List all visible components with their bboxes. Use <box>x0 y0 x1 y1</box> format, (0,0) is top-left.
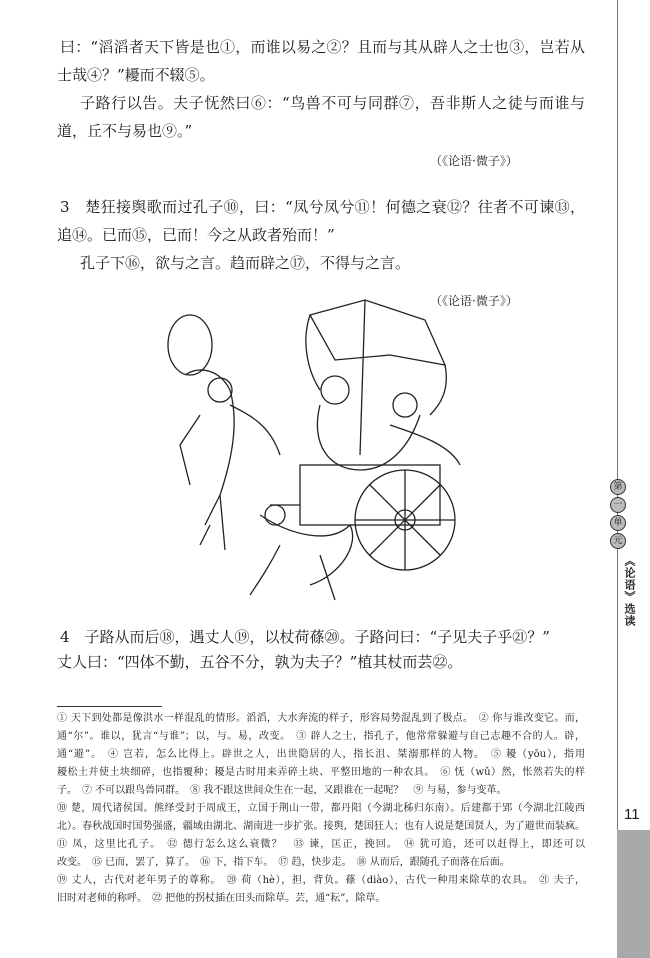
unit-badge: 一 <box>610 497 626 513</box>
paragraph-line: 3 楚狂接舆歌而过孔子⑩，曰：“凤兮凤兮⑪！何德之衰⑫？往者不可谏⑬， <box>60 198 585 216</box>
paragraph-line: 曰：“滔滔者天下皆是也①，而谁以易之②？且而与其从辟人之士也③，岂若从 <box>60 38 585 56</box>
paragraph-line: 孔子下⑯，欲与之言。趋而辟之⑰，不得与之言。 <box>80 254 411 272</box>
unit-badge: 第 <box>610 479 626 495</box>
illustration-confucius-carriage <box>160 295 470 610</box>
unit-badge: 元 <box>610 533 626 549</box>
footnote-line: ⑲ 丈人，古代对老年男子的尊称。 ⑳ 荷（hè），担，背负。蓧（diào），古代一种用来除草的农具。 ㉑ 夫子， <box>57 875 585 886</box>
source-citation: （《论语·微子》） <box>430 294 518 308</box>
source-citation: （《论语·微子》） <box>430 154 518 168</box>
footnote-line: 耰松土并使土块细碎，也指覆种；耰是古时用来弄碎土块、平整田地的一种农具。 ⑥ 怃（wǔ）然，怅然若失的样 <box>57 767 585 778</box>
paragraph-line: 丈人曰：“四体不勤，五谷不分，孰为夫子？”植其杖而芸㉒。 <box>57 653 463 671</box>
paragraph-line: 士哉④？”耰而不辍⑤。 <box>57 66 215 84</box>
page-edge-tab <box>617 830 650 958</box>
footnote-line: 旧时对老师的称呼。 ㉒ 把他的拐杖插在田头而除草。芸，通“耘”，除草。 <box>57 893 386 904</box>
footnote-line: 子。 ⑦ 不可以跟鸟兽同群。 ⑧ 我不跟这世间众生在一起，又跟谁在一起呢？ ⑨ 与易，参与变革。 <box>57 785 507 796</box>
footnote-line: 改变。 ⑮ 已而，罢了，算了。 ⑯ 下，指下车。 ⑰ 趋，快步走。 ⑱ 从而后，跟随孔子而落在后面。 <box>57 857 510 868</box>
paragraph-line: 追⑭。已而⑮，已而！今之从政者殆而！” <box>57 226 335 244</box>
chapter-title: 《论语》选读 <box>623 555 636 627</box>
unit-badge: 单 <box>610 515 626 531</box>
paragraph-line: 4 子路从而后⑱，遇丈人⑲，以杖荷蓧⑳。子路问曰：“子见夫子乎㉑？” <box>60 628 550 646</box>
footnote-line: 通“尔”。谁以，犹言“与谁”；以，与。易，改变。 ③ 辟人之士，指孔子，他常常躲避与自己志趣不合的人。辟， <box>57 731 585 742</box>
footnote-line: ① 天下到处都是像洪水一样混乱的情形。滔滔，大水奔流的样子，形容局势混乱到了极点。 ② 你与谁改变它。而， <box>57 713 585 724</box>
footnote-line: 北）。春秋战国时国势强盛，疆域由湖北、湖南进一步扩张。接舆，楚国狂人；也有人说是楚国贤人，为了避世而装疯。 <box>57 821 585 832</box>
footnote-line: 通“避”。 ④ 岂若，怎么比得上。辟世之人，出世隐居的人，指长沮、桀溺那样的人物。 ⑤ 耰（yōu），指用 <box>57 749 585 760</box>
page-number: 11 <box>624 806 640 823</box>
paragraph-line: 道，丘不与易也⑨。” <box>57 122 193 140</box>
footnote-line: ⑩ 楚，周代诸侯国。熊绎受封于周成王，立国于荆山一带，都丹阳（今湖北秭归东南）。后建都于郢（今湖北江陵西 <box>57 803 585 814</box>
footnote-line: ⑪ 凤，这里比孔子。 ⑫ 德行怎么这么衰微？ ⑬ 谏，匡正，挽回。 ⑭ 犹可追，还可以赶得上，即还可以 <box>57 839 585 850</box>
footnote-divider <box>57 706 162 707</box>
paragraph-line: 子路行以告。夫子怃然曰⑥：“鸟兽不可与同群⑦，吾非斯人之徒与而谁与 <box>80 94 585 112</box>
